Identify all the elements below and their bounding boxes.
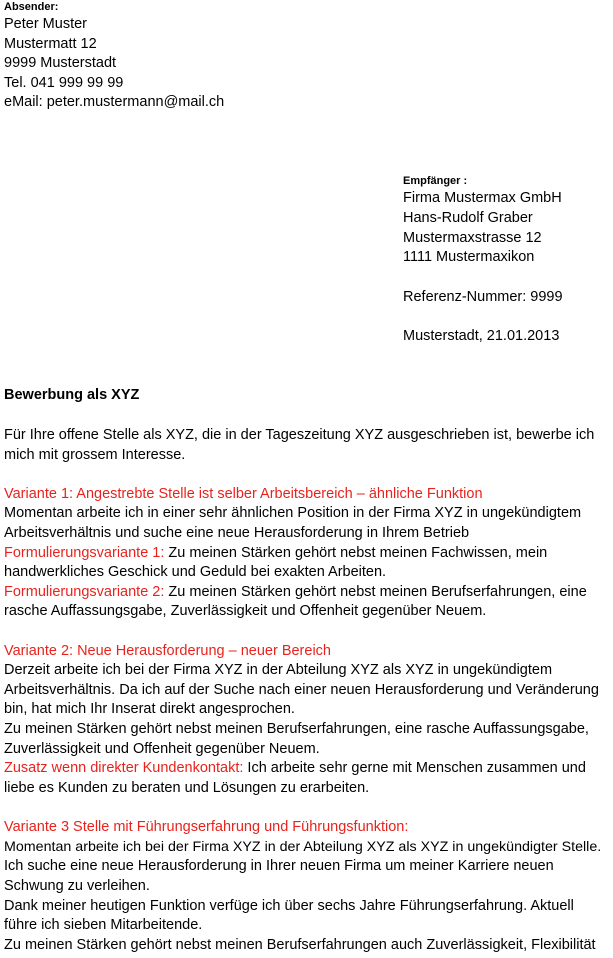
formulation1-text: Zu meinen Stärken gehört nebst meinen Fachwissen, mein: [164, 545, 548, 561]
variant2-line: bin, hat mich Ihr Inserat direkt angesprochen.: [4, 701, 295, 717]
variant3-line: führe ich sieben Mitarbeitende.: [4, 917, 203, 933]
variant2-extra-cont: liebe es Kunden zu beraten und Lösungen zu erarbeiten.: [4, 780, 370, 796]
variant2-line: Zuverlässigkeit und Offenheit gegenüber Neuem.: [4, 741, 320, 757]
recipient-street: Mustermaxstrasse 12: [403, 230, 542, 246]
variant1-heading: Variante 1: Angestrebte Stelle ist selber Arbeitsbereich – ähnliche Funktion: [4, 486, 483, 502]
variant3-line: Zu meinen Stärken gehört nebst meinen Berufserfahrungen auch Zuverlässigkeit, Flexibilität: [4, 937, 596, 953]
variant3-line: Dank meiner heutigen Funktion verfüge ich über sechs Jahre Führungserfahrung. Aktuell: [4, 898, 574, 914]
sender-label: Absender:: [4, 1, 59, 13]
variant1-formulation1: [4, 544, 547, 563]
variant2-heading: Variante 2: Neue Herausforderung – neuer Bereich: [4, 643, 331, 659]
variant2-line: Zu meinen Stärken gehört nebst meinen Berufserfahrungen, eine rasche Auffassungsgabe,: [4, 721, 589, 737]
variant3-line: Schwung zu verleihen.: [4, 878, 150, 894]
sender-city: 9999 Musterstadt: [4, 55, 117, 71]
variant1-line: Arbeitsverhältnis und suche eine neue Herausforderung in Ihrem Betrieb: [4, 525, 470, 541]
recipient-person: Hans-Rudolf Graber: [403, 210, 533, 226]
variant2-line: Arbeitsverhältnis. Da ich auf der Suche nach einer neuen Herausforderung und Veränderung: [4, 682, 599, 698]
variant3-heading: Variante 3 Stelle mit Führungserfahrung und Führungsfunktion:: [4, 819, 409, 835]
sender-name: Peter Muster: [4, 16, 87, 32]
recipient-label: Empfänger :: [403, 175, 468, 187]
extra-text: Ich arbeite sehr gerne mit Menschen zusammen und: [243, 760, 586, 776]
letter-subject: Bewerbung als XYZ: [4, 387, 140, 403]
reference-number: Referenz-Nummer: 9999: [403, 289, 563, 305]
formulation2-label: Formulierungsvariante 2:: [4, 584, 165, 600]
variant3-line: Ich suche eine neue Herausforderung in Ihrer neuen Firma um meiner Karriere neuen: [4, 858, 554, 874]
extra-label: Zusatz wenn direkter Kundenkontakt:: [4, 760, 244, 776]
sender-email: eMail: peter.mustermann@mail.ch: [4, 94, 225, 110]
variant1-line: Momentan arbeite ich in einer sehr ähnlichen Position in der Firma XYZ in ungekündigtem: [4, 505, 582, 521]
variant1-formulation1-cont: handwerkliches Geschick und Geduld bei exakten Arbeiten.: [4, 564, 387, 580]
formulation2-text: Zu meinen Stärken gehört nebst meinen Berufserfahrungen, eine: [164, 584, 587, 600]
recipient-city: 1111 Mustermaxikon: [403, 249, 535, 265]
intro-line: mich mit grossem Interesse.: [4, 447, 186, 463]
recipient-company: Firma Mustermax GmbH: [403, 190, 562, 206]
variant2-line: Derzeit arbeite ich bei der Firma XYZ in der Abteilung XYZ als XYZ in ungekündigtem: [4, 662, 553, 678]
variant3-line: Momentan arbeite ich bei der Firma XYZ in der Abteilung XYZ als XYZ in ungekündigter Stelle.: [4, 839, 602, 855]
variant2-extra: [4, 759, 586, 778]
variant1-formulation2-cont: rasche Auffassungsgabe, Zuverlässigkeit und Offenheit gegenüber Neuem.: [4, 603, 487, 619]
formulation1-label: Formulierungsvariante 1:: [4, 545, 165, 561]
intro-line: Für Ihre offene Stelle als XYZ, die in der Tageszeitung XYZ ausgeschrieben ist, bewerbe ich: [4, 427, 595, 443]
place-date: Musterstadt, 21.01.2013: [403, 328, 560, 344]
sender-phone: Tel. 041 999 99 99: [4, 75, 124, 91]
variant1-formulation2: [4, 583, 587, 602]
sender-street: Mustermatt 12: [4, 36, 97, 52]
